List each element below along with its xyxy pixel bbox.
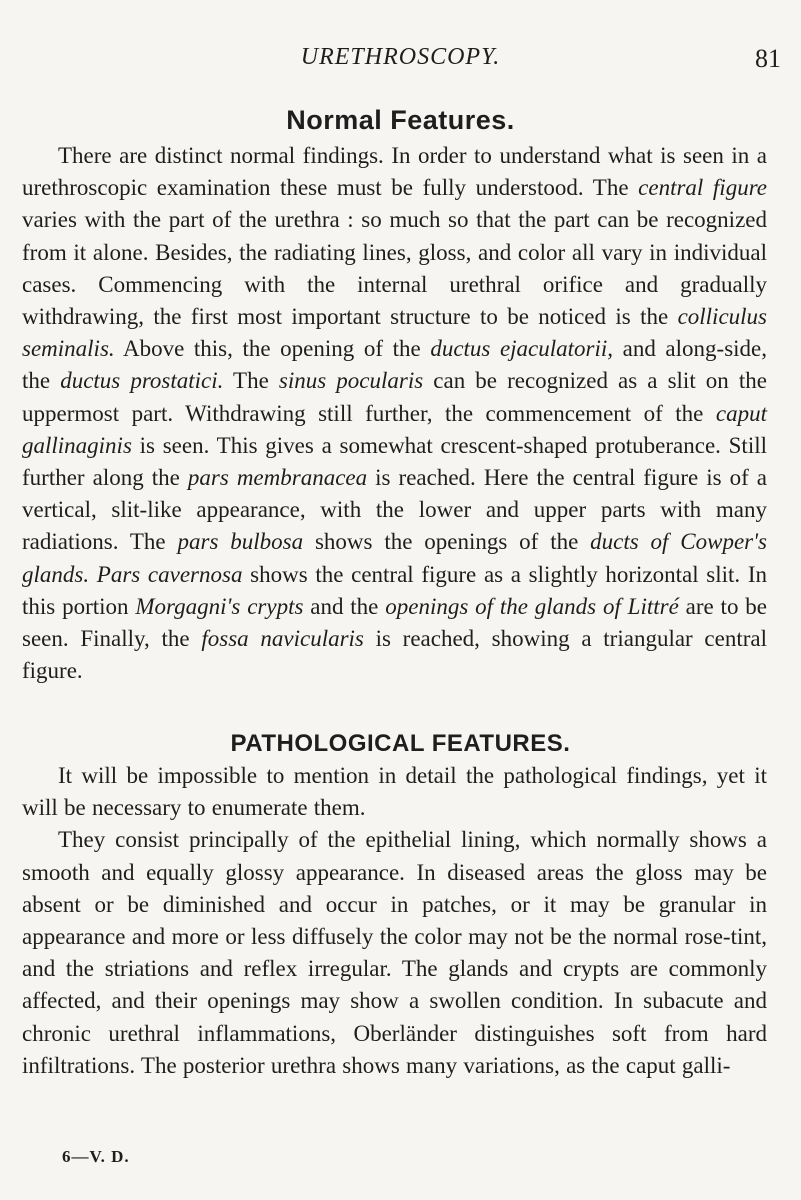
paragraph-pathological-details: They consist principally of the epithelial lining, which normally shows a smooth and equally glossy appearance. In diseased areas the gloss may be absent or be diminished and occur in patches, or it may be granular in appearance and more or less diffusely the color may not be the normal rose-tint, and the striations and reflex irregular. The glands and crypts are commonly affected, and their openings may show a swollen condition. In subacute and chronic urethral inflammations, Oberländer distinguishes soft from hard infiltrations. The posterior urethra shows many variations, as the caput galli-	[22, 827, 767, 1078]
text-run: and along-side, the	[22, 336, 767, 394]
italic-term: sinus pocularis	[278, 368, 424, 394]
page-number: 81	[755, 44, 781, 73]
text-run: shows the central figure as a slightly horizontal slit. In this portion	[22, 561, 768, 619]
text-run: varies with the part of the urethra : so much so that the part can be recognized from it alone. Besides, the radiating lines, gloss, and color all vary in individual cases. Commencing with the internal urethral orifice and gradually withdrawing, the first most important structure to be noticed is the	[22, 207, 767, 330]
text-run: shows the openings of the	[303, 529, 591, 555]
paragraph-normal-features	[22, 140, 767, 687]
text-run: is reached. Here the central figure is of a vertical, slit-like appearance, with the lower and upper parts with many radiations. The	[22, 465, 767, 555]
text-run: are to be seen. Finally, the	[22, 593, 767, 652]
text-run: Above this, the opening of the	[114, 336, 431, 362]
running-title: URETHROSCOPY.	[300, 44, 501, 70]
italic-term: central figure	[638, 175, 767, 201]
paragraph-pathological-intro: It will be impossible to mention in detail the pathological findings, yet it will be necessary to enumerate them.	[22, 763, 767, 821]
text-run: is seen. This gives a somewhat crescent-shaped protuberance. Still further along the	[22, 432, 767, 491]
italic-term: ductus ejaculatorii,	[430, 336, 614, 362]
text-run: and the	[303, 593, 386, 619]
italic-term: caput gallinaginis	[22, 400, 767, 458]
italic-term: ducts of Cowper's glands.	[22, 529, 767, 587]
text-run: There are distinct normal findings. In order to understand what is seen in a urethroscopic examination these must be fully understood. The	[22, 143, 767, 201]
italic-term: fossa navicularis	[201, 626, 364, 652]
italic-term: Pars cavernosa	[96, 561, 243, 587]
section-body-normal	[22, 140, 767, 687]
text-run: is reached, showing a triangular central figure.	[22, 626, 767, 684]
italic-term: openings of the glands of Littré	[385, 593, 679, 619]
text-run: can be recognized as a slit on the uppermost part. Withdrawing still further, the commencement of the	[22, 368, 767, 426]
italic-term: Morgagni's crypts	[135, 593, 304, 619]
italic-term: pars membranacea	[187, 465, 368, 491]
text-run	[89, 562, 97, 587]
section-body-pathological	[22, 760, 767, 1082]
section-heading-pathological-features: PATHOLOGICAL FEATURES.	[230, 730, 571, 757]
italic-term: pars bulbosa	[177, 529, 304, 555]
italic-term: colliculus seminalis.	[22, 304, 767, 362]
running-head	[0, 44, 801, 80]
section-heading-normal-features: Normal Features.	[286, 105, 515, 135]
text-run: The	[223, 368, 279, 394]
signature-mark: 6—V. D.	[62, 1147, 130, 1166]
italic-term: ductus prostatici.	[60, 368, 224, 394]
